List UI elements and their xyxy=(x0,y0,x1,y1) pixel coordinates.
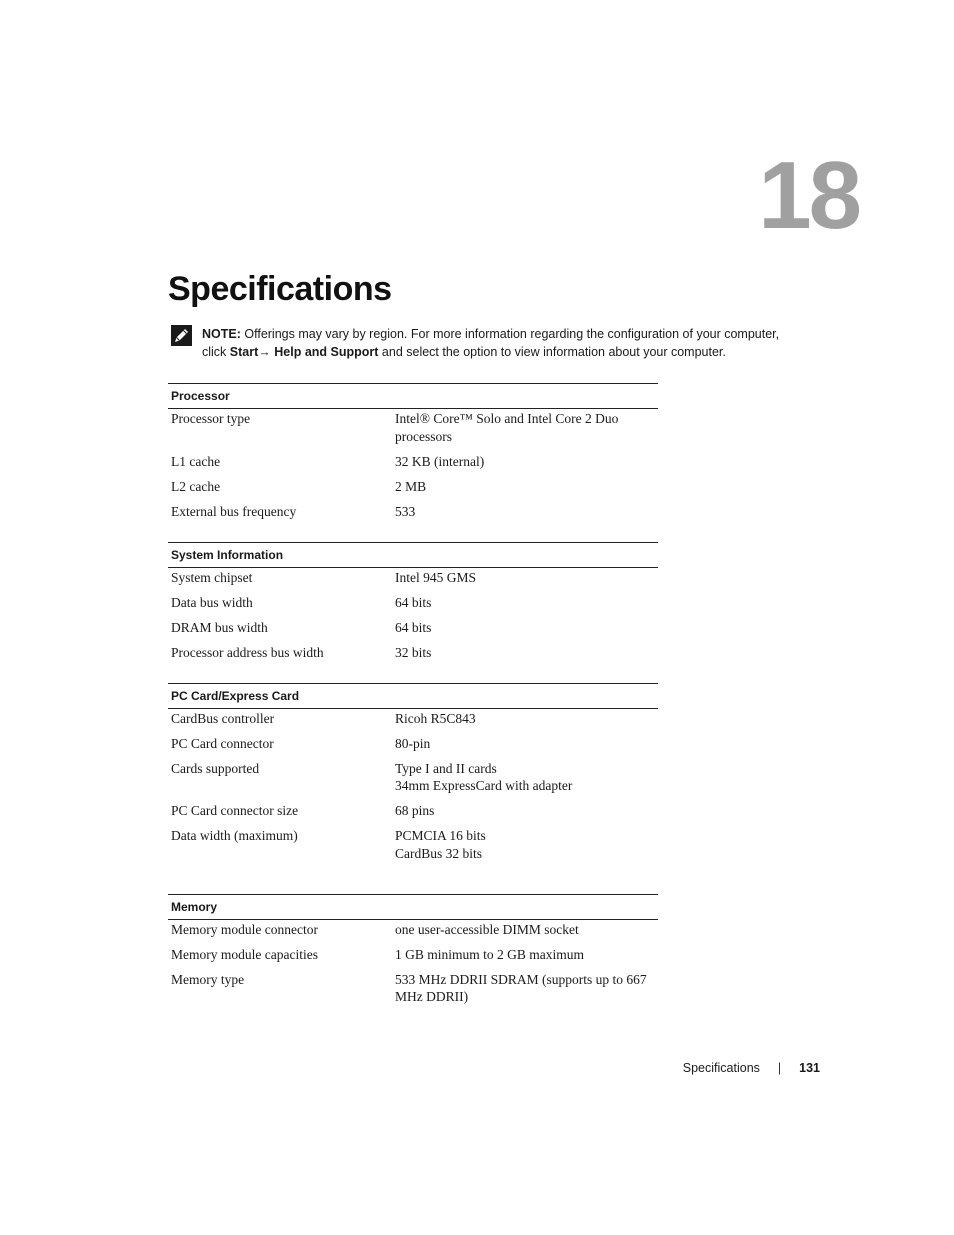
spec-value xyxy=(395,802,658,820)
footer-separator: | xyxy=(777,1061,782,1075)
spec-row xyxy=(168,760,658,803)
spec-value xyxy=(395,569,658,587)
spec-label: Data bus width xyxy=(171,594,253,610)
section-heading: Memory xyxy=(168,894,658,920)
section-heading: System Information xyxy=(168,542,658,568)
spec-row xyxy=(168,921,658,946)
spec-value-line: one user-accessible DIMM socket xyxy=(395,921,579,937)
spec-value-line: 2 MB xyxy=(395,478,427,494)
spec-value xyxy=(395,453,658,471)
spec-label: DRAM bus width xyxy=(171,619,268,635)
spec-label: Processor address bus width xyxy=(171,644,324,660)
spec-row xyxy=(168,619,658,644)
spec-value-line: 32 bits xyxy=(395,644,432,660)
spec-section xyxy=(168,683,658,870)
note-click: click xyxy=(202,345,227,359)
spec-value-line: Type I and II cards xyxy=(395,760,497,776)
page-footer xyxy=(683,1061,820,1075)
spec-label: Data width (maximum) xyxy=(171,828,298,843)
spec-value xyxy=(395,619,658,637)
spec-value xyxy=(395,921,658,939)
spec-row xyxy=(168,503,658,528)
spec-section xyxy=(168,894,658,1014)
spec-value xyxy=(395,410,658,445)
chapter-number: 18 xyxy=(758,142,859,249)
spec-value xyxy=(395,644,658,662)
note-line1: Offerings may vary by region. For more information regarding the configuration of your computer, xyxy=(244,327,780,341)
note-block xyxy=(171,325,801,361)
spec-label: CardBus controller xyxy=(171,710,275,726)
spec-label: Memory module connector xyxy=(171,921,318,937)
footer-section-title: Specifications xyxy=(682,1061,760,1075)
note-line2-end: and select the option to view information about your computer. xyxy=(381,345,726,359)
spec-row xyxy=(168,710,658,735)
section-heading: Processor xyxy=(168,383,658,409)
spec-value-line: Ricoh R5C843 xyxy=(395,710,476,726)
spec-value xyxy=(395,594,658,612)
spec-row xyxy=(168,971,658,1014)
spec-value-line: 68 pins xyxy=(395,803,435,818)
spec-value xyxy=(395,971,658,1006)
spec-value-line: 533 MHz DDRII SDRAM (supports up to 667 MHz DDRII) xyxy=(395,971,647,1004)
spec-label: L2 cache xyxy=(171,478,221,494)
spec-label: Processor type xyxy=(171,411,251,426)
spec-row xyxy=(168,735,658,760)
spec-label: L1 cache xyxy=(171,453,221,469)
spec-value-line: 32 KB (internal) xyxy=(395,453,485,469)
page-number: 131 xyxy=(799,1061,820,1075)
spec-label: System chipset xyxy=(171,569,253,585)
spec-value-line: PCMCIA 16 bits xyxy=(395,828,486,843)
spec-value-line: Intel® Core™ Solo and Intel Core 2 Duo processors xyxy=(395,411,619,444)
spec-label: Memory type xyxy=(171,971,245,987)
spec-value-line: 34mm ExpressCard with adapter xyxy=(395,778,573,793)
spec-row xyxy=(168,946,658,971)
spec-label: Memory module capacities xyxy=(171,946,318,962)
section-heading: PC Card/Express Card xyxy=(168,683,658,709)
spec-row xyxy=(168,410,658,453)
spec-row xyxy=(168,453,658,478)
note-label: NOTE: xyxy=(202,327,241,341)
spec-value xyxy=(395,478,658,496)
note-arrow: → xyxy=(258,345,271,359)
spec-section xyxy=(168,383,658,528)
spec-label: PC Card connector xyxy=(171,735,274,751)
spec-value xyxy=(395,710,658,728)
spec-value-line: 533 xyxy=(395,503,416,519)
spec-label: External bus frequency xyxy=(171,503,297,519)
spec-value-line: CardBus 32 bits xyxy=(395,845,483,861)
specifications-table xyxy=(168,383,658,1027)
spec-row xyxy=(168,594,658,619)
spec-section xyxy=(168,542,658,669)
spec-row xyxy=(168,569,658,594)
spec-value-line: 1 GB minimum to 2 GB maximum xyxy=(395,946,585,962)
spec-label: Cards supported xyxy=(171,760,260,776)
spec-value xyxy=(395,946,658,964)
spec-row xyxy=(168,478,658,503)
page-title: Specifications xyxy=(168,270,392,308)
spec-value-line: 64 bits xyxy=(395,594,432,610)
note-start: Start xyxy=(229,345,259,359)
spec-row xyxy=(168,827,658,870)
spec-value-line: 64 bits xyxy=(395,619,432,635)
note-help-support: Help and Support xyxy=(274,345,379,359)
spec-label: PC Card connector size xyxy=(171,803,299,818)
spec-value xyxy=(395,735,658,753)
spec-value-line: 80-pin xyxy=(395,735,431,751)
note-text xyxy=(202,325,801,361)
spec-value xyxy=(395,503,658,521)
note-pencil-icon xyxy=(171,325,192,346)
spec-value xyxy=(395,827,658,862)
spec-row xyxy=(168,644,658,669)
spec-value-line: Intel 945 GMS xyxy=(395,569,476,585)
spec-row xyxy=(168,802,658,827)
spec-value xyxy=(395,760,658,795)
